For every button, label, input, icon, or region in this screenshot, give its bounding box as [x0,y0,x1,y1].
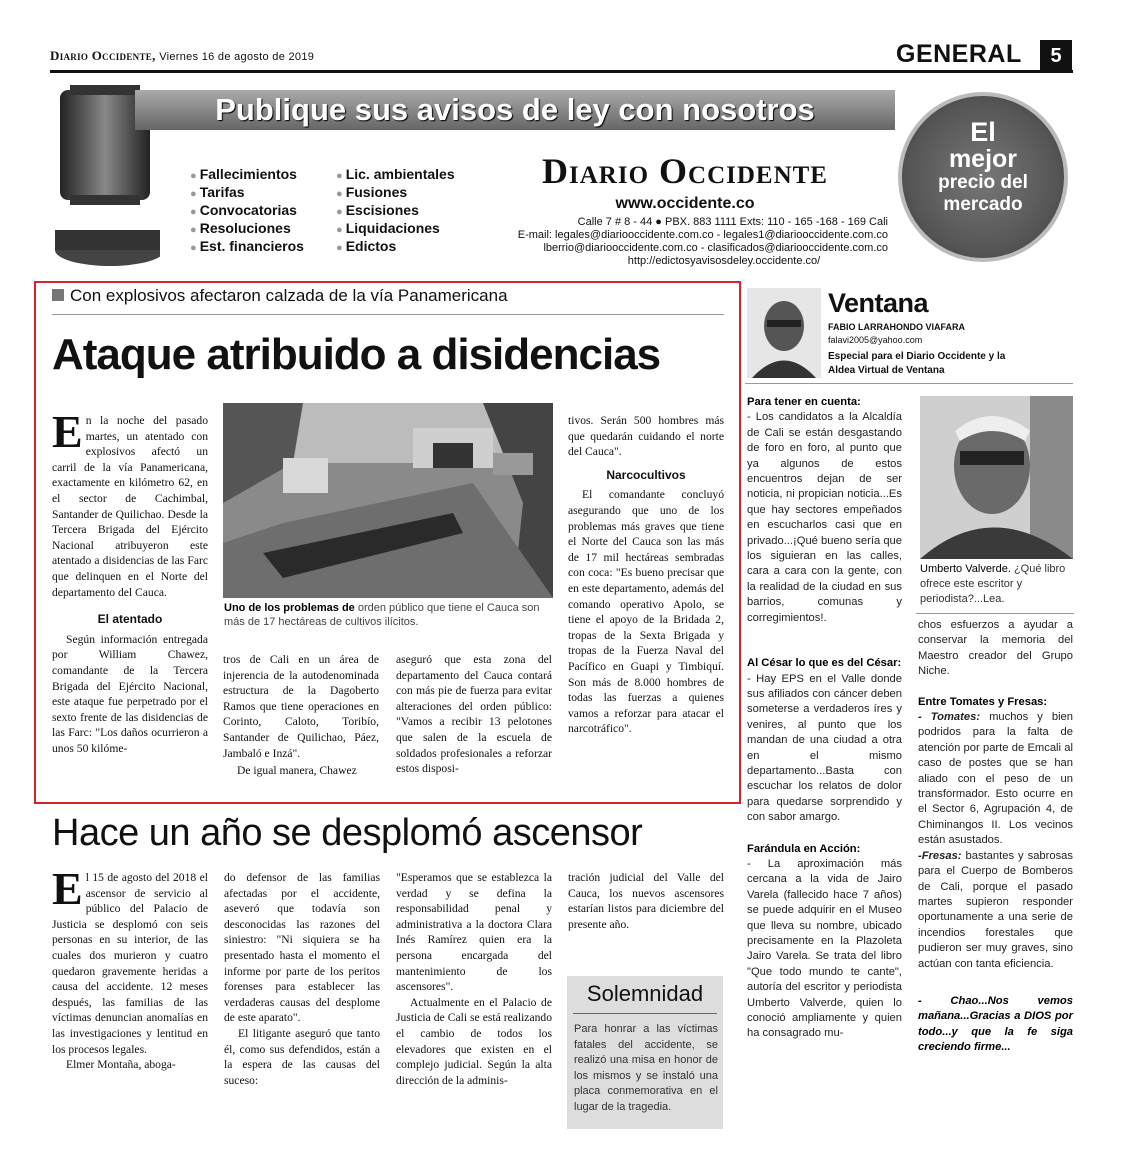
ad-email-2: lberrio@diariooccidente.com.co - clasificados@diariooccidente.com.co [543,242,888,254]
item-text: bastantes y sabrosas para el Cuerpo de Bomberos de Cali, porque el pasado martes supieron responder oportunamente a una serie de incendios forestales que pudieron ser muy graves, sino actúan con tanta eficiencia. [918,849,1073,970]
column-rule [745,383,1073,384]
story1-column-3 [396,652,552,777]
paragraph: El litigante aseguró que tanto él, como sus defendidos, están a la espera de las causas del suceso: [224,1026,380,1087]
credit-line: Especial para el Diario Occidente y la [828,351,1006,362]
seal-line: precio del [938,172,1028,193]
column-credit [828,350,1005,378]
sidebar-text: Para honrar a las víctimas fatales del accidente, se realizó una misa en honor de los mismos y se instaló una placa conmemorativa en el lugar de la tragedia. [574,1023,718,1113]
list-item: ● Edictos [336,238,455,256]
story2-column-2 [224,870,380,1088]
caption-text: orden público que tiene el Cauca son más de 17 hectáreas de cultivos ilícitos. [224,602,540,628]
story-headline: Ataque atribuido a disidencias [52,330,661,379]
ad-address: Calle 7 # 8 - 44 ● PBX. 883 1111 Exts: 110 - 165 -168 - 169 Cali [577,216,888,228]
photo-caption [224,601,554,629]
item-heading: Entre Tomates y Fresas: [918,695,1048,708]
kicker-text: Con explosivos afectaron calzada de la vía Panamericana [70,286,508,305]
ad-list-right [336,166,455,256]
item-text: - La aproximación más cercana a la vida de Jairo Varela (fallecido hace 7 años) se puede adquirir en el Museo que lleva su nombre, ubicado precisamente en la Plazoleta Jairo Varela. Se trata del libro "Que todo mundo te cante", autoría del escritor y periodista Umberto Valverde, quien lo conoció ampliamente y quien ha consagrado mu- [747,857,902,1040]
item-text: chos esfuerzos a ayudar a conservar la memoria del Maestro creador del Grupo Niche. [918,619,1073,678]
story1-column-4 [568,413,724,737]
list-item: ● Liquidaciones [336,220,455,238]
list-item: ● Tarifas [190,184,304,202]
paragraph: n la noche del pasado martes, un atentado con explosivos afectó un carril de la vía Panamericana, exactamente en kilómetro 62, en el sector de Cachimbal, Santander de Quilichao. Desde la Tercera Brigada del Ejército Nacional atribuyeron este atentado a disidencias de las Farc que delinquen en el Norte del departamento del Cauca. [52,414,208,599]
column-author: FABIO LARRAHONDO VIAFARA [828,322,965,332]
item-heading: Al César lo que es del César: [747,657,902,670]
seal-line: mejor [948,145,1018,173]
story2-headline: Hace un año se desplomó ascensor [52,812,643,854]
caption-name: Umberto Valverde. [920,563,1011,575]
paragraph: Según información entregada por William Chawez, comandante de la Tercera Brigada del Ejército Nacional, este ataque fue perpetrado por el sexto frente de las disidencias de las Farc: "Los daños ocurrieron a unos 50 kilóme- [52,632,208,755]
list-item: ● Lic. ambientales [336,166,455,184]
road-damage-photo [223,403,553,598]
paragraph: De igual manera, Chawez [237,764,357,778]
ad-logo: Diario Occidente [542,151,828,191]
paragraph: do defensor de las familias afectadas por el accidente, aseveró que todavía son desconocidas las razones del siniestro: "Ni siquiera se ha presentado hasta el momento el informe por parte de los peritos forenses para establecer las verdaderas causas del desplome de este aparato". [224,871,380,1025]
ad-title: Publique sus avisos de ley con nosotros [135,90,895,130]
item-text: muchos y bien podridos para la falta de atención por parte de Emcali al caso de postes que se han aliado con el peso de un transformador. Esto ocurre en el Sector 6, Agrupación 4, de Chiminangos II. Los vecinos están asustados. [918,711,1074,847]
list-item: ● Escisiones [336,202,455,220]
columnist-photo [747,288,821,378]
list-item: ● Fusiones [336,184,455,202]
caption-lead: Uno de los problemas de [224,602,355,614]
paper-name: Diario Occidente, [50,48,156,63]
paragraph: "Esperamos que se establezca la verdad y se defina la responsabilidad penal y administrativa a la doctora Clara Inés Ramírez quien era la persona encargada del mantenimiento de los ascensores". [396,871,552,994]
credit-line: Aldea Virtual de Ventana [828,365,945,376]
list-item: ● Convocatorias [190,202,304,220]
item-heading: Para tener en cuenta: [747,396,861,408]
paragraph: tivos. Serán 500 hombres más que quedarán cuidando el norte del Cauca". [568,414,724,459]
caption-text: ¿Qué libro ofrece este escritor y periodista?...Lea. [920,563,1066,605]
item-text: - Los candidatos a la Alcaldía de Cali se están desgastando de foro en foro, al punto que ya algunos de estos encuentros dejan de ser noticia, ni propician noticia...Es que hay sectores empeñados en escucharlos casi que en privado...¡Qué bueno sería que los siguieran en las calles, cara a cara con la gente, con la realidad de la ciudad en sus barrios, comunas y corregimientos!. [747,411,902,624]
sidebar-rule [573,1013,717,1014]
paragraph: Elmer Montaña, aboga- [66,1058,176,1072]
column-email: falavi2005@yahoo.com [828,335,923,345]
ad-url: http://edictosyavisosdeley.occidente.co/ [627,255,821,267]
seal-line: El [970,117,996,147]
list-item: ● Resoluciones [190,220,304,238]
page-number: 5 [1040,40,1072,73]
paragraph: tros de Cali en un área de injerencia de la autodenominada estructura de la Dagoberto Ramos que tiene operaciones en Corinto, Caloto, Toribío, Santander de Quilichao, Páez, Jambaló e Inzá". [223,653,379,760]
list-item: ● Est. financieros [190,238,304,256]
masthead [50,48,314,64]
story2-column-1 [52,863,208,1073]
paragraph: l 15 de agosto del 2018 el ascensor de servicio al público del Palacio de Justicia se desplomó con seis personas en su interior, de las cuales dos murieron y cuatro quedaron gravemente heridas a causa del accidente. 12 meses después, las familias de las víctimas denuncian anomalías en las investigaciones y lentitud en los procesos legales. [52,871,208,1056]
ventana-column-2 [918,618,1073,1056]
dropcap: E [52,863,83,914]
list-item: ● Fallecimientos [190,166,304,184]
ad-list-left [190,166,304,256]
story-kicker [52,286,508,306]
caption-rule [916,613,1074,614]
item-label: -Fresas: [918,849,962,862]
story1-column-2 [223,652,379,779]
ad-contact [440,216,888,268]
item-text: - Hay EPS en el Valle donde sus afiliados con cáncer deben someterse a verdaderos íres y venires, al punto que los mandan de una ciudad a otra en el mismo departamento...Basta con escuchar los relatos de dolor para quedarse sorprendido y con sabor amargo. [747,672,902,824]
story2-column-3 [396,870,552,1088]
paragraph: El comandante concluyó asegurando que uno de los problemas más graves que tiene el Norte del Cauca son las más de 17 mil hectáreas sembradas con coca: "Es bueno precisar que en este departamento, además del comando operativo Apolo, se tiene el apoyo de la Bridada 2, tropas de la Sexta Brigada y tropas de la Fuerza Naval del Pacífico en Guapi y Timbiquí. Son más de 8.000 hombres de todas las fuerzas a quienes vamos a reforzar para atacar el narcotráfico". [568,488,724,736]
valverde-caption [920,562,1073,607]
section-title: GENERAL [896,40,1022,68]
ad-website: www.occidente.co [615,195,755,212]
dropcap: E [52,406,83,457]
item-heading: Farándula en Acción: [747,842,861,855]
valverde-photo [920,396,1073,559]
paragraph: Actualmente en el Palacio de Justicia de Cali se está realizando el cambio de todos los elevadores que existen en el complejo judicial. Según la alta dirección de la adminis- [396,995,552,1087]
subhead: El atentado [97,612,163,627]
paragraph: tración judicial del Valle del Cauca, los nuevos ascensores estarían listos para diciembre del presente año. [568,871,724,931]
issue-date: Viernes 16 de agosto de 2019 [159,51,315,63]
ventana-column-1 [747,395,902,1042]
price-seal [898,92,1068,262]
seal-line: mercado [943,194,1023,215]
sidebar-title: Solemnidad [586,981,704,1006]
closing-text: - Chao...Nos vemos mañana...Gracias a DIOS por todo...y que la fe siga creciendo firme... [918,994,1073,1054]
story2-column-4 [568,870,724,932]
header-rule [50,70,1073,73]
subhead: Narcocultivos [606,467,686,482]
story1-column-1 [52,406,208,756]
item-label: - Tomates: [918,711,981,724]
column-title: Ventana [828,288,929,318]
kicker-rule [52,314,724,315]
square-bullet-icon [52,289,64,301]
paragraph: aseguró que esta zona del departamento del Cauca contará con más pie de fuerza para evitar alteraciones del orden público: "Vamos a recibir 13 pelotones que salen de la escuela de soldados profesionales a reforzar estos disposi- [396,653,552,776]
ad-email-1: E-mail: legales@diariooccidente.com.co - legales1@diariooccidente.com.co [517,229,888,241]
